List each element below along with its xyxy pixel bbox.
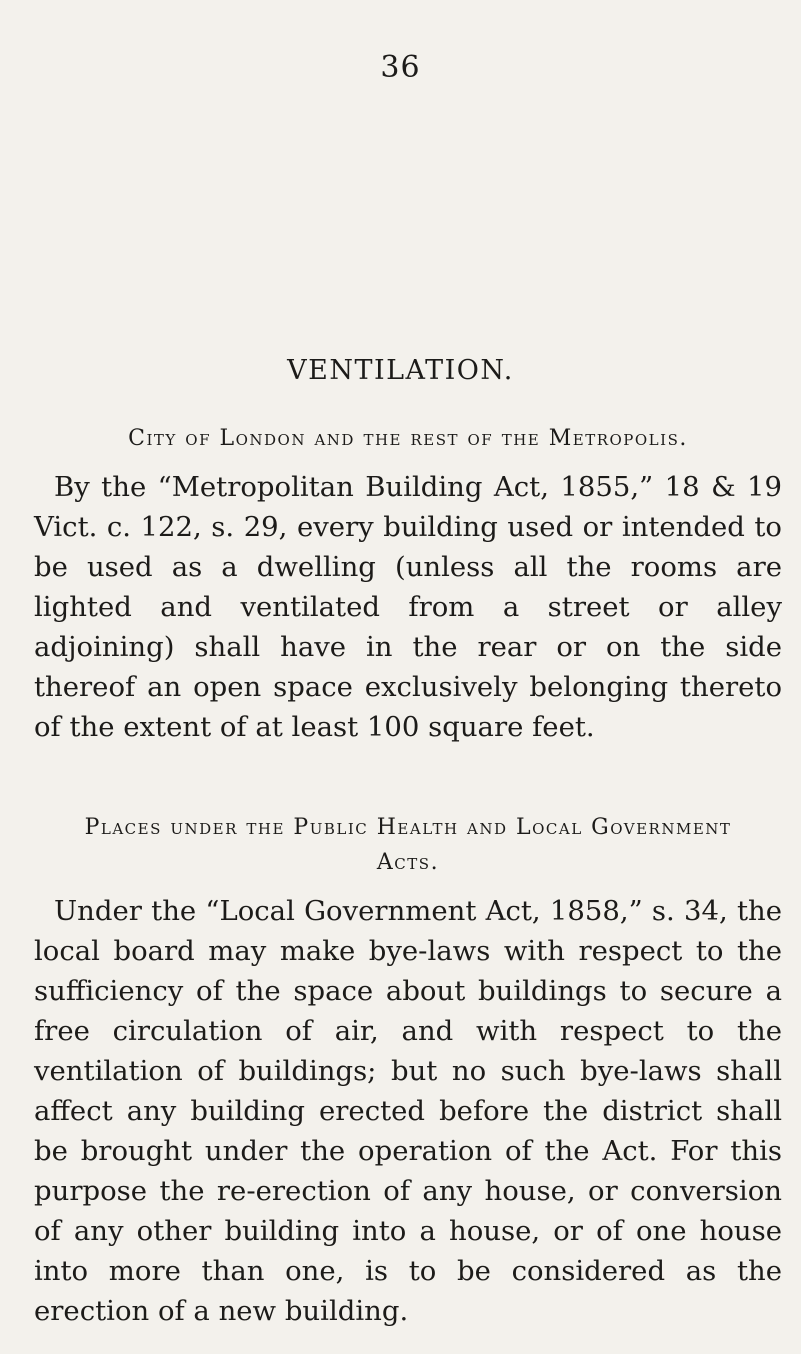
subheading-line-2: Acts. <box>376 850 440 875</box>
subheading-line-1: Places under the Public Health and Local Government <box>84 815 732 840</box>
page-number: 36 <box>380 50 421 85</box>
section-title: VENTILATION. <box>287 355 514 386</box>
subheading-city-of-london: City of London and the rest of the Metropolis. <box>128 426 688 451</box>
paragraph-local-government-act: Under the “Local Government Act, 1858,” s. 34, the local board may make bye-laws with respect to the sufficiency of the space about buildings to secure a free circulation of air, and with respect to the ventilation of buildings; but no such bye-laws shall affect any building erected before the district shall be brought under the operation of the Act. For this purpose the re-erection of any house, or conversion of any other building into a house, or of one house into more than one, is to be considered as the erection of a new building. <box>34 895 782 1327</box>
subheading-public-health-acts <box>34 810 782 880</box>
paragraph-metropolitan-building-act: By the “Metropolitan Building Act, 1855,” 18 & 19 Vict. c. 122, s. 29, every building used or intended to be used as a dwelling (unless all the rooms are lighted and ventilated from a street or alley adjoining) shall have in the rear or on the side thereof an open space exclusively belonging thereto of the extent of at least 100 square feet. <box>34 471 782 743</box>
